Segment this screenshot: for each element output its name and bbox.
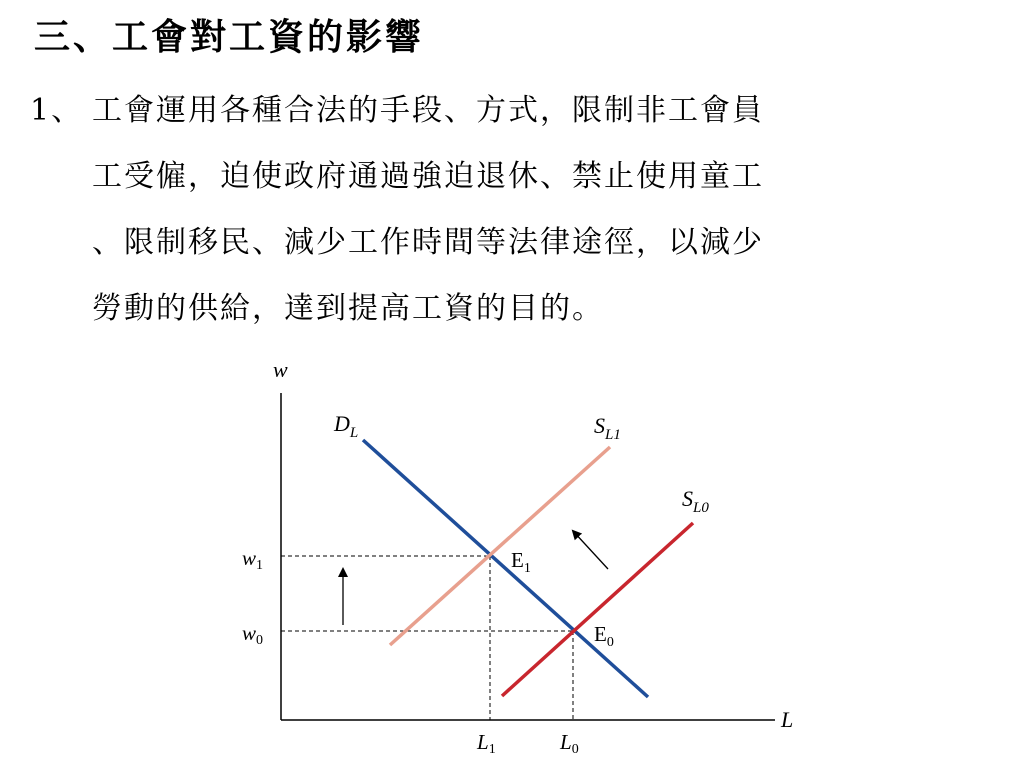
l1-tick-label [476,730,496,757]
supply-curve-new [390,447,610,645]
label-sub: L [349,425,359,441]
paragraph-text [92,78,990,342]
labor-market-diagram [230,355,800,768]
supply-shift-arrow [573,531,608,569]
label-sub: L0 [693,500,709,516]
label-main: w [242,546,257,570]
label-main: E [511,548,524,572]
l0-tick-label [559,730,579,757]
w0-tick-label [242,621,263,648]
label-main: D [334,411,350,436]
equilibrium-e1-label [511,548,531,576]
slide-title: 三、工會對工資的影響 [34,16,425,58]
paragraph-line-3: 、限制移民、減少工作時間等法律途徑，以減少 [92,225,764,260]
equilibrium-e0-label [594,622,614,650]
y-axis-label: w [273,357,288,382]
label-main: L [477,730,489,754]
paragraph-line-2: 工受僱，迫使政府通過強迫退休、禁止使用童工 [92,159,764,194]
paragraph-1 [30,78,990,342]
label-main: L [560,730,572,754]
label-main: w [242,621,257,645]
demand-curve [363,440,648,697]
supply-curve-new-label [594,413,621,443]
label-main: S [594,413,605,438]
demand-curve-label [333,411,358,441]
paragraph-line-4: 勞動的供給，達到提高工資的目的。 [92,291,604,326]
label-sub: L1 [605,427,621,443]
label-main: E [594,622,607,646]
label-main: S [682,486,693,511]
x-axis-label: L [781,707,794,732]
slide-body [30,78,990,342]
label-sub: 1 [523,561,531,576]
label-sub: 0 [571,742,579,757]
paragraph-line-1: 工會運用各種合法的手段、方式，限制非工會員 [92,93,764,128]
supply-curve-old-label [682,486,709,516]
label-sub: 1 [256,558,264,573]
paragraph-number: 1、 [30,93,84,128]
label-sub: 0 [256,633,264,648]
label-sub: 1 [488,742,496,757]
w1-tick-label [242,546,263,573]
label-sub: 0 [606,635,614,650]
supply-curve-old [502,523,693,696]
